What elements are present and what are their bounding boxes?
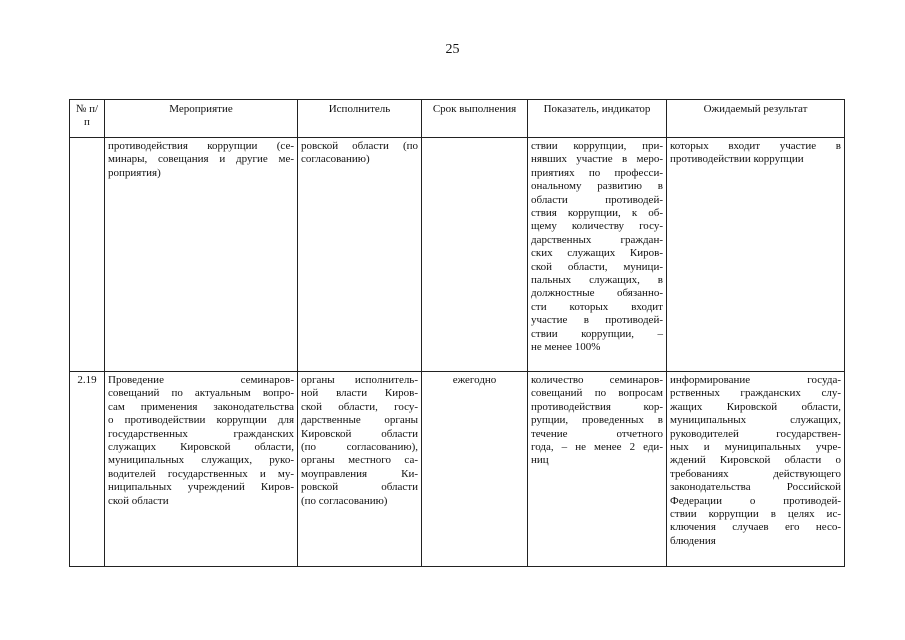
cell-line: сам применения законодательства xyxy=(108,400,294,413)
measures-table xyxy=(69,99,845,567)
header-event: Мероприятие xyxy=(105,100,298,138)
cell-line: ждений Кировской области о xyxy=(670,454,841,467)
cell-line: не менее 100% xyxy=(531,341,601,354)
cell-number xyxy=(70,138,105,372)
header-executor: Исполнитель xyxy=(298,100,422,138)
cell-line: ской области, муници- xyxy=(531,260,663,273)
cell-line: дарственные органы xyxy=(301,414,418,427)
cell-line: которых входит участие в xyxy=(670,140,841,152)
table-header-row xyxy=(70,100,845,138)
cell-indicator xyxy=(528,372,667,567)
header-result: Ожидаемый результат xyxy=(667,100,845,138)
cell-line: нявших участие в меро- xyxy=(531,153,663,166)
cell-line: ской области, госу- xyxy=(301,400,418,413)
cell-line: ских служащих Киров- xyxy=(531,247,663,260)
table-row xyxy=(70,372,845,567)
cell-line: муниципальных служащих, xyxy=(670,414,841,427)
cell-line: Кировской области xyxy=(301,427,418,440)
cell-result xyxy=(667,372,845,567)
cell-line: руководителей государствен- xyxy=(670,427,841,440)
cell-line: минары, совещания и другие ме- xyxy=(108,153,294,166)
cell-line: Федерации о противодей- xyxy=(670,494,841,507)
cell-line: о противодействии коррупции для xyxy=(108,414,294,427)
cell-indicator xyxy=(528,138,667,372)
cell-line: государственных гражданских xyxy=(108,427,294,440)
cell-line: ствии коррупции, – xyxy=(531,327,663,340)
cell-line: совещаний по актуальным вопро- xyxy=(108,387,294,400)
cell-line: моуправления Ки- xyxy=(301,467,418,480)
cell-line: согласованию) xyxy=(301,153,370,166)
cell-line: ниципальных учреждений Киров- xyxy=(108,481,294,494)
cell-line: ровской области (по xyxy=(301,140,418,152)
header-indicator: Показатель, индикатор xyxy=(528,100,667,138)
cell-line: года, – не менее 2 еди- xyxy=(531,441,663,454)
page-number: 25 xyxy=(445,42,460,57)
cell-line: области противодей- xyxy=(531,193,663,206)
cell-executor xyxy=(298,372,422,567)
cell-line: ствия коррупции, к об- xyxy=(531,207,663,220)
cell-line: органы местного са- xyxy=(301,454,418,467)
cell-line: (по согласованию) xyxy=(301,494,388,507)
cell-line: ных и муниципальных учре- xyxy=(670,441,841,454)
cell-line: совещаний по вопросам xyxy=(531,387,663,400)
cell-event xyxy=(105,138,298,372)
cell-line: муниципальных служащих, руко- xyxy=(108,454,294,467)
cell-line: щему количеству госу- xyxy=(531,220,663,233)
cell-line: противодействии коррупции xyxy=(670,153,804,166)
cell-line: участие в противодей- xyxy=(531,314,663,327)
cell-line: ключения случаев его несо- xyxy=(670,521,841,534)
cell-line: дарственных граждан- xyxy=(531,233,663,246)
cell-line: сти которых входит xyxy=(531,300,663,313)
cell-deadline: ежегодно xyxy=(422,372,528,567)
table-row xyxy=(70,138,845,372)
cell-line: пальных служащих, в xyxy=(531,274,663,287)
cell-line: водителей государственных и му- xyxy=(108,467,294,480)
cell-line: ровской области xyxy=(301,481,418,494)
cell-line: течение отчетного xyxy=(531,427,663,440)
cell-line: противодействия кор- xyxy=(531,400,663,413)
cell-line: служащих Кировской области, xyxy=(108,441,294,454)
cell-deadline xyxy=(422,138,528,372)
cell-line: ной власти Киров- xyxy=(301,387,418,400)
cell-executor xyxy=(298,138,422,372)
cell-line: органы исполнитель- xyxy=(301,374,418,386)
cell-line: блюдения xyxy=(670,534,716,547)
cell-event xyxy=(105,372,298,567)
cell-line: Проведение семинаров- xyxy=(108,374,294,386)
cell-line: требованиях действующего xyxy=(670,467,841,480)
cell-line: ниц xyxy=(531,454,549,467)
cell-line: противодействия коррупции (се- xyxy=(108,140,294,152)
cell-line: приятиях по професси- xyxy=(531,166,663,179)
cell-line: (по согласованию), xyxy=(301,441,418,454)
cell-result xyxy=(667,138,845,372)
cell-line: должностные обязанно- xyxy=(531,287,663,300)
header-number: № п/п xyxy=(70,100,105,138)
cell-line: ской области xyxy=(108,494,169,507)
cell-line: жащих Кировской области, xyxy=(670,400,841,413)
cell-line: количество семинаров- xyxy=(531,374,663,386)
header-deadline: Срок выполнения xyxy=(422,100,528,138)
cell-line: роприятия) xyxy=(108,166,161,179)
cell-line: информирование госуда- xyxy=(670,374,841,386)
cell-number: 2.19 xyxy=(70,372,105,567)
cell-line: рупции, проведенных в xyxy=(531,414,663,427)
cell-line: ональному развитию в xyxy=(531,180,663,193)
cell-line: ствии коррупции, при- xyxy=(531,140,663,152)
cell-line: рственных гражданских слу- xyxy=(670,387,841,400)
cell-line: ствии коррупции в целях ис- xyxy=(670,508,841,521)
cell-line: законодательства Российской xyxy=(670,481,841,494)
